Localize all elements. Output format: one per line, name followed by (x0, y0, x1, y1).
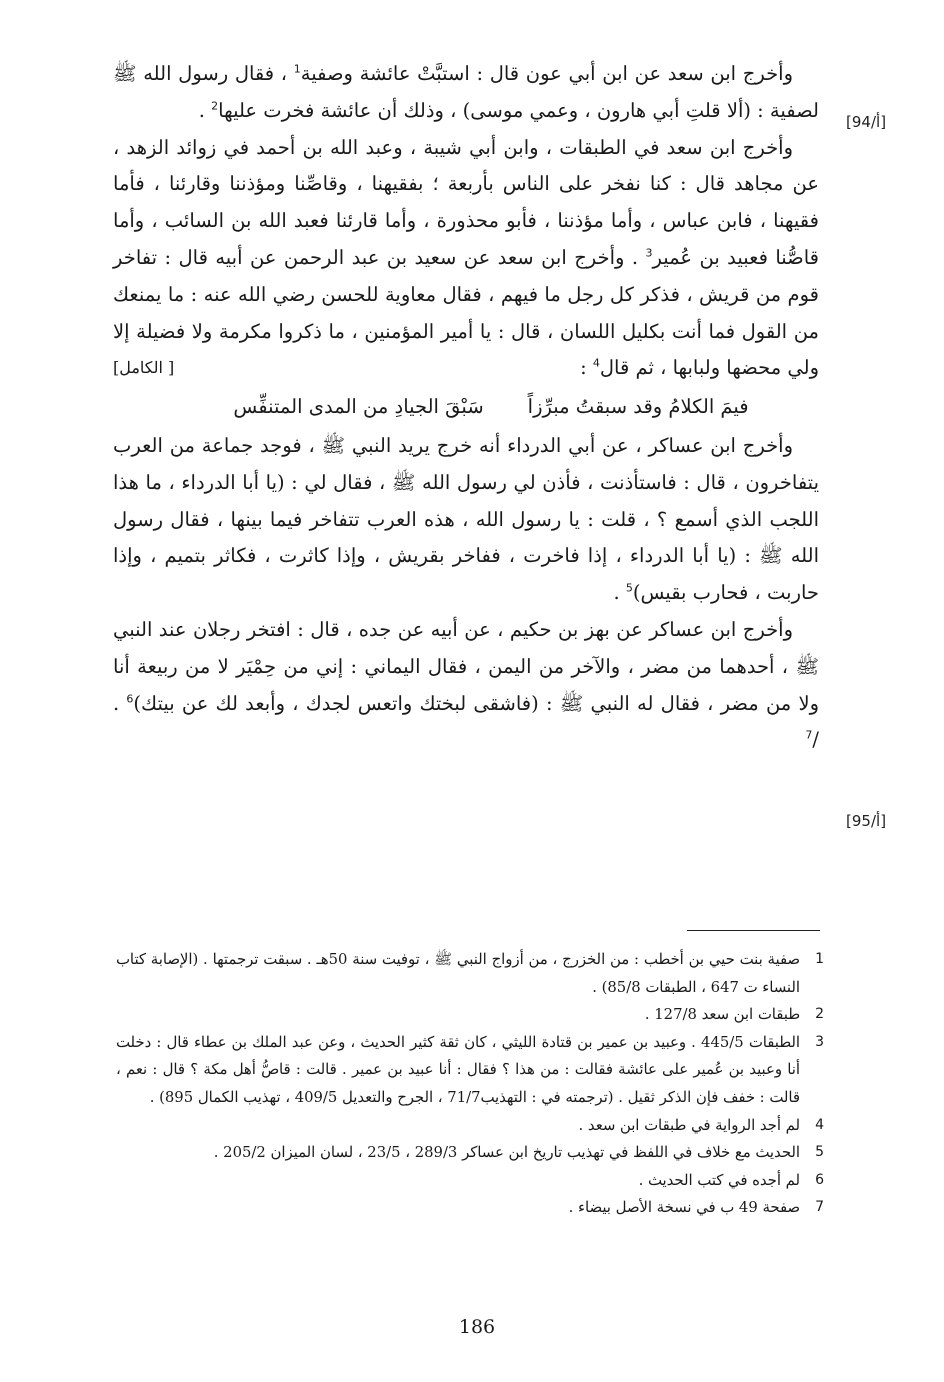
footnote-number: 5 (815, 1144, 824, 1161)
footnote-ref: 6 (126, 692, 134, 706)
footnote-ref: 2 (211, 99, 219, 113)
footnote (116, 1167, 824, 1195)
paragraph (113, 56, 819, 130)
text-run: وأخرج ابن عساكر عن بهز بن حكيم ، عن أبيه عن جده ، قال : افتخر رجلان عند النبي ﷺ ، أحدهما من مضر ، والآخر من اليمن ، فقال اليماني : إني من حِمْيَر لا من ربيعة أنا ولا من مضر ، فقال له النبي ﷺ : (فاشقى لبختك واتعس لجدك ، وأبعد لك عن بيتك) (113, 617, 819, 715)
footnote-ref: 1 (293, 62, 301, 76)
text-run: . (613, 581, 626, 605)
verse-hemistich: سَبْقَ الجيادِ من المدى المتنفِّس (233, 395, 484, 419)
footnote-number: 6 (815, 1171, 824, 1188)
footnote-text: صفحة 49 ب في نسخة الأصل بيضاء . (568, 1199, 800, 1217)
verse-hemistich: فيمَ الكلامُ وقد سبقتُ مبرِّزاً (527, 395, 749, 419)
footnote-text: الحديث مع خلاف في اللفظ في تهذيب تاريخ ابن عساكر 289/3 ، 23/5 ، لسان الميزان 205/2 . (213, 1144, 800, 1162)
footnote-number: 4 (815, 1116, 824, 1133)
text-run: وأخرج ابن سعد في الطبقات ، وابن أبي شيبة ، وعبد الله بن أحمد في زوائد الزهد ، عن مجاهد قال : كنا نفخر على الناس بأربعة ؛ بفقيهنا ، وقاصِّنا ومؤذننا وقارئنا ، فأما فقيهنا ، فابن عباس ، وأما مؤذننا ، فأبو محذورة ، وأما قارئنا فعبد الله بن السائب ، وأما قاصُّنا فعبيد بن عُمير (113, 135, 819, 269)
margin-folio-note: [أ/94] (846, 113, 887, 131)
footnote-ref: 3 (645, 246, 653, 260)
footnote (116, 1139, 824, 1167)
footnote-number: 1 (815, 951, 824, 967)
paragraph (113, 612, 819, 759)
page-number: 186 (458, 1316, 496, 1338)
footnote-text: طبقات ابن سعد 127/8 . (644, 1006, 800, 1024)
poetry-verse (113, 389, 819, 426)
footnote (116, 1001, 824, 1029)
main-text (113, 56, 819, 759)
footnote (116, 1112, 824, 1140)
footnotes (116, 946, 824, 1222)
footnote-number: 7 (815, 1199, 824, 1216)
footnote (116, 946, 824, 1001)
footnote-separator (687, 930, 820, 931)
footnote-text: لم أجده في كتب الحديث . (638, 1171, 800, 1189)
text-run: . وأخرج ابن سعد عن سعيد بن عبد الرحمن عن أبيه قال : تفاخر قوم من قريش ، فذكر كل رجل ما فيهم ، فقال معاوية للحسن رضي الله عنه : ما يمنعك من القول فما أنت بكليل اللسان ، قال : يا أمير المؤمنين ، ما ذكروا مكرمة ولا فضيلة إلا ولي محضها ولبابها ، ثم قال (113, 245, 819, 380)
margin-folio-note: [أ/95] (846, 812, 887, 830)
footnote-ref: 7 (805, 728, 813, 742)
footnote (116, 1029, 824, 1112)
footnote-number: 2 (815, 1006, 824, 1023)
text-run: وأخرج ابن عساكر ، عن أبي الدرداء أنه خرج يريد النبي ﷺ ، فوجد جماعة من العرب يتفاخرون ، قال : فاستأذنت ، فأذن لي رسول الله ﷺ ، فقال لي : (يا أبا الدرداء ، ما هذا اللجب الذي أسمع ؟ ، قلت : يا رسول الله ، هذه العرب تتفاخر فيما بينها ، فقال رسول الله ﷺ : (يا أبا الدرداء ، إذا فاخرت ، ففاخر بقريش ، وإذا كاثرت ، فكاثر بتميم ، وإذا حاربت ، فحارب بقيس) (113, 433, 819, 605)
text-run: : (580, 356, 593, 380)
footnote-text: صفية بنت حيي بن أخطب : من الخزرج ، من أزواج النبي ﷺ ، توفيت سنة 50هـ . سبقت ترجمتها . (الإصابة كتاب النساء ت 647 ، الطبقات 85/8) . (116, 951, 800, 996)
meter-tag: [ الكامل] (113, 358, 175, 378)
text-run: . / (113, 691, 819, 752)
footnote-number: 3 (815, 1033, 824, 1050)
footnote-text: لم أجد الرواية في طبقات ابن سعد . (578, 1116, 800, 1134)
text-run: . (198, 98, 212, 122)
paragraph (113, 428, 819, 612)
text-run: وأخرج ابن سعد عن ابن أبي عون قال : استبَّتْ عائشة وصفية (300, 62, 793, 85)
footnote-ref: 4 (592, 356, 600, 370)
footnote-text: الطبقات 445/5 . وعبيد بن عمير بن قتادة الليثي ، كان ثقة كثير الحديث ، وعن عبد الملك بن عطاء قال : دخلت أنا وعبيد بن عُمير على عائشة فقالت : من هذا ؟ فقال : أنا عبيد بن عمير . قالت : قاصُّ أهل مكة ؟ قال : نعم ، قالت : خفف فإن الذكر ثقيل . (ترجمته في : التهذيب71/7 ، الجرح والتعديل 409/5 ، تهذيب الكمال 895) . (116, 1033, 800, 1106)
footnote-ref: 5 (625, 581, 633, 595)
text-run: ، فقال رسول الله ﷺ لصفية : (ألا قلتِ أبي هارون ، وعمي موسى) ، وذلك أن عائشة فخرت عليها (113, 62, 819, 122)
footnote (116, 1194, 824, 1222)
paragraph (113, 130, 819, 388)
